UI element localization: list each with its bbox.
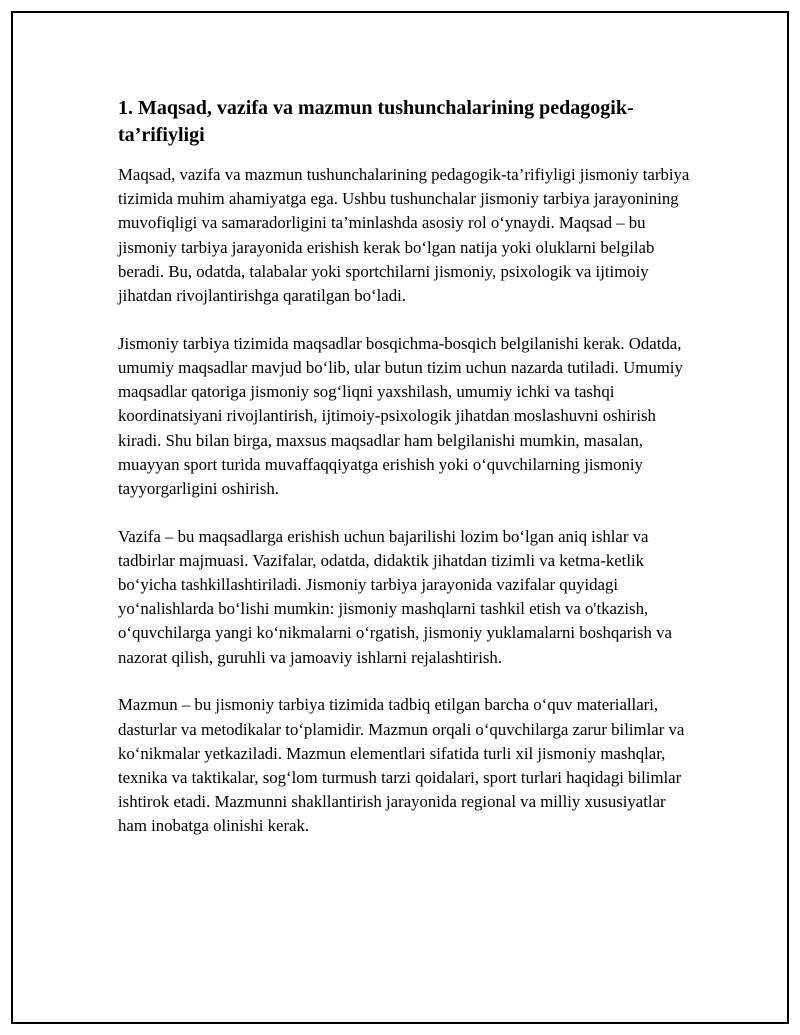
paragraph-maqsadlar-bosqichlari: Jismoniy tarbiya tizimida maqsadlar bosqichma-bosqich belgilanishi kerak. Odatda, umumiy maqsadlar mavjud bo‘lib, ular butun tizim uchun nazarda tutiladi. Umumiy maqsadlar qatoriga jismoniy sog‘liqni yaxshilash, umumiy ichki va tashqi koordinatsiyani rivojlantirish, ijtimoiy-psixologik jihatdan moslashuvni oshirish kiradi. Shu bilan birga, maxsus maqsadlar ham belgilanishi mumkin, masalan, muayyan sport turida muvaffaqqiyatga erishish yoki o‘quvchilarning jismoniy tayyorgarligini oshirish. [118, 333, 683, 498]
document-body [118, 95, 693, 862]
paragraph-vazifa: Vazifa – bu maqsadlarga erishish uchun bajarilishi lozim bo‘lgan aniq ishlar va tadbirlar majmuasi. Vazifalar, odatda, didaktik jihatdan tizimli va ketma-ketlik bo‘yicha tashkillashtiriladi. Jismoniy tarbiya jarayonida vazifalar quyidagi yo‘nalishlarda bo‘lishi mumkin: jismoniy mashqlarni tashkil etish va o'tkazish, o‘quvchilarga yangi ko‘nikmalarni o‘rgatish, jismoniy yuklamalarni boshqarish va nazorat qilish, guruhli va jamoaviy ishlarni rejalashtirish. [118, 526, 672, 667]
paragraph-mazmun: Mazmun – bu jismoniy tarbiya tizimida tadbiq etilgan barcha o‘quv materiallari, dasturlar va metodikalar to‘plamidir. Mazmun orqali o‘quvchilarga zarur bilimlar va ko‘nikmalar yetkaziladi. Mazmun elementlari sifatida turli xil jismoniy mashqlar, texnika va taktikalar, sog‘lom turmush tarzi qoidalari, sport turlari haqidagi bilimlar ishtirok etadi. Mazmunni shakllantirish jarayonida regional va milliy xususiyatlar ham inobatga olinishi kerak. [118, 695, 685, 836]
section-heading: 1. Maqsad, vazifa va mazmun tushunchalarining pedagogik-ta’rifiyligi [118, 97, 634, 146]
paragraph-maqsad: Maqsad, vazifa va mazmun tushunchalarining pedagogik-ta’rifiyligi jismoniy tarbiya tizimida muhim ahamiyatga ega. Ushbu tushunchalar jismoniy tarbiya jarayonining muvofiqligi va samaradorligini ta’minlashda asosiy rol o‘ynaydi. Maqsad – bu jismoniy tarbiya jarayonida erishish kerak bo‘lgan natija yoki oluklarni belgilab beradi. Bu, odatda, talabalar yoki sportchilarni jismoniy, psixologik va ijtimoiy jihatdan rivojlantirishga qaratilgan bo‘ladi. [118, 165, 690, 306]
